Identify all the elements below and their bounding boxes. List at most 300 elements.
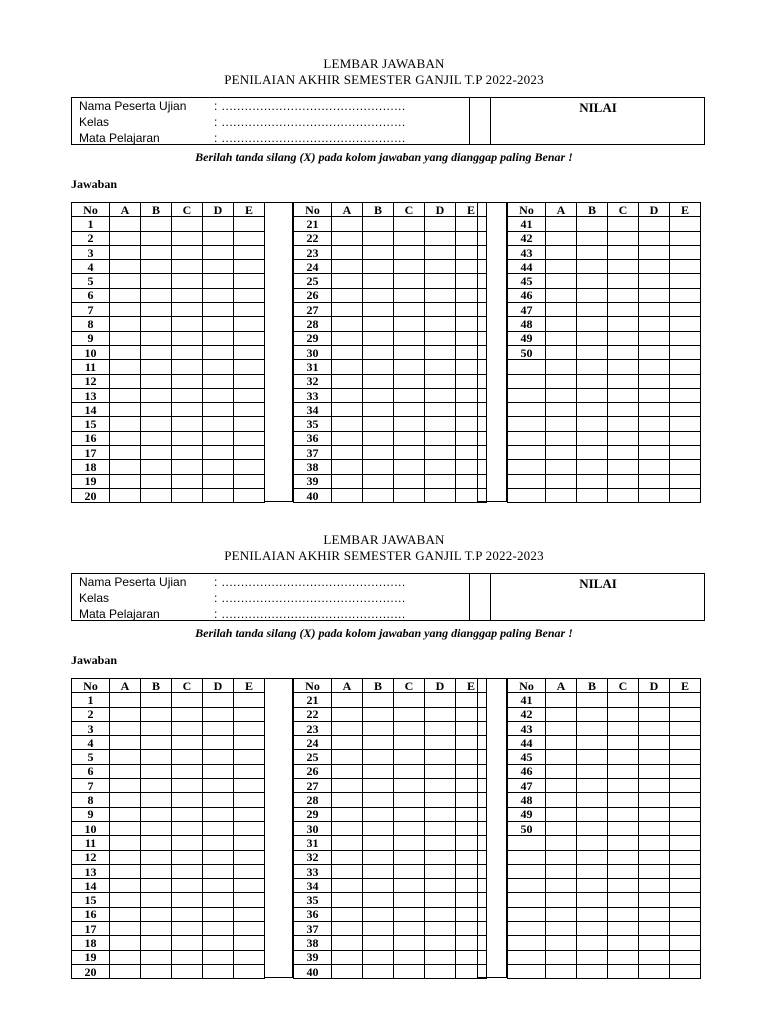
answer-cell-c[interactable] (394, 779, 425, 793)
answer-cell-c[interactable] (394, 693, 425, 707)
answer-cell-d[interactable] (203, 879, 234, 893)
answer-cell-c[interactable] (172, 750, 203, 764)
answer-cell-b[interactable] (363, 374, 394, 388)
answer-cell-a[interactable] (110, 879, 141, 893)
answer-cell-e[interactable] (234, 360, 265, 374)
answer-cell-a[interactable] (332, 821, 363, 835)
answer-cell-a[interactable] (332, 907, 363, 921)
answer-cell-e[interactable] (670, 721, 701, 735)
answer-cell-a[interactable] (546, 274, 577, 288)
answer-cell-a[interactable] (332, 764, 363, 778)
answer-cell-b[interactable] (577, 821, 608, 835)
answer-cell-a[interactable] (546, 317, 577, 331)
answer-cell-e[interactable] (234, 807, 265, 821)
answer-cell-b[interactable] (141, 779, 172, 793)
answer-cell-e[interactable] (670, 260, 701, 274)
answer-cell-b[interactable] (141, 693, 172, 707)
answer-cell-b[interactable] (363, 260, 394, 274)
answer-cell-d[interactable] (203, 936, 234, 950)
answer-cell-d[interactable] (203, 260, 234, 274)
answer-cell-d[interactable] (639, 750, 670, 764)
answer-cell-c[interactable] (172, 764, 203, 778)
answer-cell-d[interactable] (203, 736, 234, 750)
answer-cell-c[interactable] (608, 217, 639, 231)
answer-cell-a[interactable] (332, 693, 363, 707)
answer-cell-a[interactable] (110, 922, 141, 936)
answer-cell-b[interactable] (141, 317, 172, 331)
answer-cell-c[interactable] (172, 850, 203, 864)
answer-cell-c[interactable] (608, 288, 639, 302)
answer-cell-a[interactable] (546, 303, 577, 317)
answer-cell-b[interactable] (141, 374, 172, 388)
answer-cell-d[interactable] (425, 245, 456, 259)
answer-cell-a[interactable] (332, 288, 363, 302)
answer-cell-d[interactable] (639, 807, 670, 821)
answer-cell-a[interactable] (110, 964, 141, 978)
answer-cell-a[interactable] (110, 936, 141, 950)
answer-cell-a[interactable] (110, 303, 141, 317)
answer-cell-c[interactable] (394, 879, 425, 893)
answer-cell-c[interactable] (394, 460, 425, 474)
answer-cell-b[interactable] (363, 764, 394, 778)
answer-cell-d[interactable] (203, 303, 234, 317)
answer-cell-d[interactable] (203, 750, 234, 764)
answer-cell-b[interactable] (141, 907, 172, 921)
answer-cell-c[interactable] (394, 417, 425, 431)
answer-cell-e[interactable] (234, 950, 265, 964)
answer-cell-e[interactable] (234, 793, 265, 807)
answer-cell-c[interactable] (394, 446, 425, 460)
answer-cell-c[interactable] (608, 260, 639, 274)
answer-cell-c[interactable] (172, 360, 203, 374)
answer-cell-d[interactable] (203, 417, 234, 431)
answer-cell-a[interactable] (110, 736, 141, 750)
answer-cell-d[interactable] (425, 821, 456, 835)
answer-cell-a[interactable] (546, 217, 577, 231)
answer-cell-b[interactable] (577, 736, 608, 750)
answer-cell-b[interactable] (141, 431, 172, 445)
answer-cell-d[interactable] (639, 231, 670, 245)
answer-cell-c[interactable] (394, 821, 425, 835)
answer-cell-e[interactable] (670, 245, 701, 259)
answer-cell-c[interactable] (172, 431, 203, 445)
answer-cell-a[interactable] (110, 693, 141, 707)
answer-cell-c[interactable] (394, 764, 425, 778)
answer-cell-e[interactable] (234, 907, 265, 921)
answer-cell-e[interactable] (234, 964, 265, 978)
answer-cell-d[interactable] (203, 288, 234, 302)
answer-cell-e[interactable] (670, 317, 701, 331)
answer-cell-a[interactable] (332, 950, 363, 964)
answer-cell-d[interactable] (203, 922, 234, 936)
answer-cell-c[interactable] (608, 750, 639, 764)
answer-cell-d[interactable] (203, 864, 234, 878)
answer-cell-b[interactable] (363, 431, 394, 445)
answer-cell-d[interactable] (203, 217, 234, 231)
answer-cell-e[interactable] (234, 821, 265, 835)
answer-cell-e[interactable] (234, 331, 265, 345)
answer-cell-e[interactable] (234, 288, 265, 302)
answer-cell-c[interactable] (608, 793, 639, 807)
answer-cell-a[interactable] (546, 260, 577, 274)
answer-cell-c[interactable] (172, 460, 203, 474)
answer-cell-b[interactable] (363, 779, 394, 793)
answer-cell-b[interactable] (363, 807, 394, 821)
answer-cell-e[interactable] (234, 750, 265, 764)
answer-cell-d[interactable] (203, 317, 234, 331)
answer-cell-d[interactable] (425, 331, 456, 345)
answer-cell-b[interactable] (141, 736, 172, 750)
answer-cell-c[interactable] (172, 893, 203, 907)
answer-cell-a[interactable] (110, 950, 141, 964)
answer-cell-d[interactable] (203, 707, 234, 721)
answer-cell-d[interactable] (203, 807, 234, 821)
answer-cell-a[interactable] (332, 864, 363, 878)
answer-cell-a[interactable] (332, 317, 363, 331)
answer-cell-c[interactable] (394, 907, 425, 921)
answer-cell-c[interactable] (608, 245, 639, 259)
answer-cell-c[interactable] (394, 360, 425, 374)
answer-cell-e[interactable] (234, 850, 265, 864)
answer-cell-e[interactable] (234, 764, 265, 778)
answer-cell-b[interactable] (141, 922, 172, 936)
answer-cell-b[interactable] (141, 460, 172, 474)
answer-cell-a[interactable] (110, 907, 141, 921)
answer-cell-b[interactable] (141, 836, 172, 850)
answer-cell-d[interactable] (425, 750, 456, 764)
answer-cell-d[interactable] (425, 417, 456, 431)
answer-cell-c[interactable] (172, 964, 203, 978)
answer-cell-a[interactable] (332, 807, 363, 821)
answer-cell-c[interactable] (608, 764, 639, 778)
answer-cell-a[interactable] (110, 288, 141, 302)
answer-cell-d[interactable] (203, 360, 234, 374)
answer-cell-b[interactable] (363, 950, 394, 964)
answer-cell-a[interactable] (332, 274, 363, 288)
answer-cell-a[interactable] (110, 388, 141, 402)
answer-cell-d[interactable] (425, 922, 456, 936)
answer-cell-e[interactable] (234, 260, 265, 274)
answer-cell-a[interactable] (332, 360, 363, 374)
answer-cell-c[interactable] (172, 331, 203, 345)
answer-cell-b[interactable] (363, 821, 394, 835)
answer-cell-b[interactable] (363, 936, 394, 950)
answer-cell-b[interactable] (363, 893, 394, 907)
answer-cell-e[interactable] (670, 331, 701, 345)
answer-cell-d[interactable] (203, 345, 234, 359)
answer-cell-d[interactable] (425, 764, 456, 778)
answer-cell-d[interactable] (425, 793, 456, 807)
answer-cell-a[interactable] (332, 231, 363, 245)
answer-cell-a[interactable] (110, 793, 141, 807)
answer-cell-c[interactable] (394, 950, 425, 964)
answer-cell-b[interactable] (141, 850, 172, 864)
answer-cell-a[interactable] (546, 288, 577, 302)
field-value-class[interactable]: : ................................................ (214, 591, 406, 605)
answer-cell-b[interactable] (363, 288, 394, 302)
answer-cell-a[interactable] (332, 446, 363, 460)
answer-cell-d[interactable] (425, 936, 456, 950)
answer-cell-e[interactable] (234, 864, 265, 878)
answer-cell-b[interactable] (141, 764, 172, 778)
answer-cell-b[interactable] (141, 345, 172, 359)
answer-cell-c[interactable] (172, 936, 203, 950)
answer-cell-c[interactable] (394, 750, 425, 764)
answer-cell-c[interactable] (172, 736, 203, 750)
answer-cell-b[interactable] (363, 922, 394, 936)
answer-cell-a[interactable] (332, 707, 363, 721)
answer-cell-e[interactable] (234, 736, 265, 750)
answer-cell-c[interactable] (394, 707, 425, 721)
answer-cell-d[interactable] (203, 331, 234, 345)
answer-cell-d[interactable] (425, 736, 456, 750)
answer-cell-c[interactable] (394, 303, 425, 317)
answer-cell-c[interactable] (394, 274, 425, 288)
answer-cell-b[interactable] (577, 793, 608, 807)
answer-cell-b[interactable] (577, 217, 608, 231)
answer-cell-b[interactable] (363, 217, 394, 231)
answer-cell-d[interactable] (425, 836, 456, 850)
answer-cell-d[interactable] (639, 793, 670, 807)
answer-cell-a[interactable] (110, 274, 141, 288)
answer-cell-d[interactable] (203, 893, 234, 907)
answer-cell-b[interactable] (363, 693, 394, 707)
answer-cell-b[interactable] (363, 345, 394, 359)
answer-cell-b[interactable] (577, 317, 608, 331)
answer-cell-a[interactable] (332, 460, 363, 474)
answer-cell-b[interactable] (363, 331, 394, 345)
answer-cell-c[interactable] (608, 317, 639, 331)
answer-cell-c[interactable] (172, 231, 203, 245)
answer-cell-a[interactable] (110, 446, 141, 460)
answer-cell-e[interactable] (234, 217, 265, 231)
answer-cell-d[interactable] (203, 403, 234, 417)
answer-cell-c[interactable] (172, 707, 203, 721)
answer-cell-c[interactable] (172, 836, 203, 850)
answer-cell-c[interactable] (172, 446, 203, 460)
answer-cell-e[interactable] (670, 288, 701, 302)
answer-cell-a[interactable] (332, 964, 363, 978)
answer-cell-c[interactable] (394, 836, 425, 850)
answer-cell-d[interactable] (203, 446, 234, 460)
answer-cell-d[interactable] (203, 693, 234, 707)
answer-cell-d[interactable] (203, 460, 234, 474)
answer-cell-a[interactable] (110, 403, 141, 417)
answer-cell-c[interactable] (394, 893, 425, 907)
answer-cell-b[interactable] (141, 864, 172, 878)
answer-cell-e[interactable] (234, 417, 265, 431)
answer-cell-d[interactable] (203, 793, 234, 807)
answer-cell-d[interactable] (639, 303, 670, 317)
answer-cell-c[interactable] (394, 345, 425, 359)
answer-cell-e[interactable] (234, 317, 265, 331)
answer-cell-c[interactable] (172, 317, 203, 331)
answer-cell-d[interactable] (639, 764, 670, 778)
answer-cell-b[interactable] (141, 288, 172, 302)
answer-cell-c[interactable] (172, 374, 203, 388)
answer-cell-b[interactable] (577, 345, 608, 359)
answer-cell-c[interactable] (608, 303, 639, 317)
answer-cell-a[interactable] (332, 721, 363, 735)
answer-cell-a[interactable] (332, 793, 363, 807)
answer-cell-d[interactable] (425, 950, 456, 964)
answer-cell-d[interactable] (425, 779, 456, 793)
answer-cell-d[interactable] (425, 374, 456, 388)
answer-cell-a[interactable] (332, 431, 363, 445)
answer-cell-c[interactable] (172, 779, 203, 793)
answer-cell-c[interactable] (608, 821, 639, 835)
answer-cell-d[interactable] (639, 274, 670, 288)
answer-cell-a[interactable] (332, 779, 363, 793)
answer-cell-e[interactable] (670, 217, 701, 231)
answer-cell-c[interactable] (172, 345, 203, 359)
answer-cell-d[interactable] (639, 245, 670, 259)
answer-cell-c[interactable] (394, 721, 425, 735)
answer-cell-c[interactable] (394, 864, 425, 878)
answer-cell-b[interactable] (577, 303, 608, 317)
answer-cell-a[interactable] (332, 417, 363, 431)
answer-cell-a[interactable] (332, 345, 363, 359)
answer-cell-a[interactable] (332, 403, 363, 417)
answer-cell-a[interactable] (110, 721, 141, 735)
answer-cell-c[interactable] (608, 331, 639, 345)
answer-cell-b[interactable] (141, 217, 172, 231)
answer-cell-e[interactable] (234, 274, 265, 288)
answer-cell-e[interactable] (234, 446, 265, 460)
answer-cell-b[interactable] (141, 707, 172, 721)
answer-cell-c[interactable] (172, 807, 203, 821)
answer-cell-c[interactable] (608, 231, 639, 245)
answer-cell-b[interactable] (363, 850, 394, 864)
answer-cell-c[interactable] (394, 807, 425, 821)
answer-cell-b[interactable] (577, 707, 608, 721)
answer-cell-b[interactable] (577, 274, 608, 288)
answer-cell-d[interactable] (425, 964, 456, 978)
answer-cell-a[interactable] (110, 764, 141, 778)
answer-cell-d[interactable] (425, 721, 456, 735)
answer-cell-e[interactable] (234, 936, 265, 950)
answer-cell-b[interactable] (577, 764, 608, 778)
answer-cell-d[interactable] (425, 260, 456, 274)
answer-cell-e[interactable] (234, 303, 265, 317)
answer-cell-a[interactable] (110, 374, 141, 388)
answer-cell-d[interactable] (203, 374, 234, 388)
answer-cell-c[interactable] (394, 736, 425, 750)
answer-cell-a[interactable] (546, 750, 577, 764)
answer-cell-b[interactable] (577, 288, 608, 302)
answer-cell-a[interactable] (110, 231, 141, 245)
answer-cell-b[interactable] (141, 360, 172, 374)
answer-cell-a[interactable] (110, 850, 141, 864)
answer-cell-a[interactable] (332, 303, 363, 317)
answer-cell-a[interactable] (332, 260, 363, 274)
answer-cell-d[interactable] (425, 850, 456, 864)
answer-cell-b[interactable] (577, 721, 608, 735)
answer-cell-d[interactable] (203, 821, 234, 835)
answer-cell-a[interactable] (332, 836, 363, 850)
answer-cell-e[interactable] (670, 274, 701, 288)
answer-cell-b[interactable] (363, 836, 394, 850)
answer-cell-c[interactable] (172, 303, 203, 317)
answer-cell-a[interactable] (110, 245, 141, 259)
answer-cell-e[interactable] (234, 231, 265, 245)
answer-cell-b[interactable] (363, 360, 394, 374)
answer-cell-d[interactable] (425, 693, 456, 707)
answer-cell-d[interactable] (639, 779, 670, 793)
answer-cell-e[interactable] (670, 750, 701, 764)
answer-cell-b[interactable] (141, 950, 172, 964)
answer-cell-b[interactable] (141, 446, 172, 460)
answer-cell-b[interactable] (363, 793, 394, 807)
field-value-class[interactable]: : ................................................ (214, 115, 406, 129)
answer-cell-d[interactable] (425, 231, 456, 245)
answer-cell-b[interactable] (577, 807, 608, 821)
answer-cell-c[interactable] (394, 374, 425, 388)
answer-cell-a[interactable] (332, 217, 363, 231)
answer-cell-a[interactable] (110, 360, 141, 374)
answer-cell-e[interactable] (670, 707, 701, 721)
answer-cell-e[interactable] (234, 893, 265, 907)
answer-cell-a[interactable] (332, 331, 363, 345)
answer-cell-a[interactable] (546, 345, 577, 359)
answer-cell-a[interactable] (332, 388, 363, 402)
answer-cell-d[interactable] (425, 274, 456, 288)
answer-cell-b[interactable] (141, 821, 172, 835)
answer-cell-a[interactable] (546, 736, 577, 750)
answer-cell-b[interactable] (577, 779, 608, 793)
answer-cell-b[interactable] (363, 707, 394, 721)
answer-cell-b[interactable] (577, 231, 608, 245)
answer-cell-d[interactable] (425, 388, 456, 402)
answer-cell-e[interactable] (234, 693, 265, 707)
answer-cell-c[interactable] (394, 388, 425, 402)
answer-cell-e[interactable] (234, 707, 265, 721)
answer-cell-e[interactable] (670, 779, 701, 793)
answer-cell-b[interactable] (577, 260, 608, 274)
answer-cell-a[interactable] (110, 217, 141, 231)
answer-cell-d[interactable] (639, 821, 670, 835)
answer-cell-a[interactable] (110, 864, 141, 878)
answer-cell-b[interactable] (141, 807, 172, 821)
answer-cell-b[interactable] (141, 879, 172, 893)
answer-cell-b[interactable] (577, 331, 608, 345)
answer-cell-b[interactable] (141, 964, 172, 978)
answer-cell-c[interactable] (608, 736, 639, 750)
answer-cell-c[interactable] (608, 707, 639, 721)
answer-cell-c[interactable] (608, 345, 639, 359)
answer-cell-e[interactable] (670, 345, 701, 359)
answer-cell-d[interactable] (639, 736, 670, 750)
answer-cell-e[interactable] (234, 431, 265, 445)
answer-cell-d[interactable] (639, 317, 670, 331)
answer-cell-d[interactable] (203, 388, 234, 402)
field-value-name[interactable]: : ................................................ (214, 575, 406, 589)
answer-cell-c[interactable] (172, 793, 203, 807)
answer-cell-a[interactable] (110, 431, 141, 445)
answer-cell-a[interactable] (332, 879, 363, 893)
answer-cell-a[interactable] (110, 821, 141, 835)
answer-cell-b[interactable] (141, 721, 172, 735)
answer-cell-c[interactable] (394, 793, 425, 807)
answer-cell-b[interactable] (363, 417, 394, 431)
answer-cell-a[interactable] (546, 764, 577, 778)
answer-cell-a[interactable] (332, 736, 363, 750)
answer-cell-b[interactable] (141, 231, 172, 245)
answer-cell-c[interactable] (172, 879, 203, 893)
answer-cell-d[interactable] (203, 245, 234, 259)
answer-cell-e[interactable] (670, 303, 701, 317)
answer-cell-b[interactable] (363, 245, 394, 259)
